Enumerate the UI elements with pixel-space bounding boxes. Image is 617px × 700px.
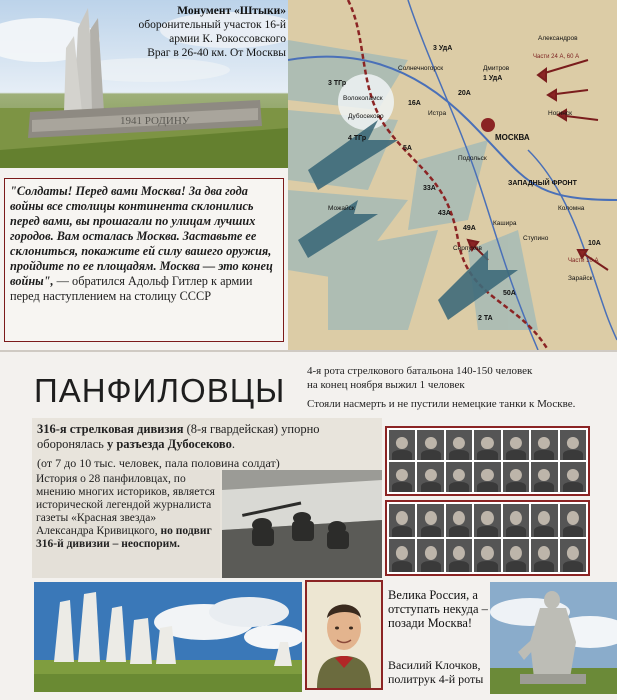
map-label-kolomna: Коломна [558, 205, 585, 212]
memorial-illustration [34, 582, 302, 692]
map-label-army-20: 20А [458, 90, 471, 97]
section-divider [0, 350, 617, 352]
portrait [474, 430, 500, 460]
map-label-army-4tgr: 4 ТГр [348, 135, 367, 142]
legend-bold: но подвиг 316-й дивизии – неоспорим. [36, 525, 212, 550]
division-losses: (от 7 до 10 тыс. человек, пала половина солдат) [37, 456, 280, 470]
panfilov-portraits-grid-1 [385, 426, 590, 496]
monument-caption [98, 4, 286, 60]
division-period: . [231, 437, 235, 451]
legend-text [36, 473, 216, 551]
portrait [474, 539, 500, 572]
map-label-solnechnogorsk: Солнечногорск [398, 65, 444, 72]
map-label-army-49: 49А [463, 225, 476, 232]
portrait [531, 504, 557, 537]
map-label-army-2ta: 2 ТА [478, 315, 493, 322]
russia-quote: Велика Россия, а отступать некуда – позади Москва! [388, 588, 488, 630]
portrait [503, 430, 529, 460]
portrait [446, 539, 472, 572]
monument-caption-line3: Враг в 26-40 км. От Москвы [147, 47, 286, 59]
portrait [560, 504, 586, 537]
map-label-army-5: 5А [403, 145, 412, 152]
map-label-istra: Истра [428, 110, 447, 117]
portrait [446, 504, 472, 537]
map-label-army-50: 50А [503, 290, 516, 297]
map-label-army-10: 10А [588, 240, 601, 247]
quote-text: "Солдаты! Перед вами Москва! За два года войны все столицы континента склонились перед вами, вы прошагали по улицам лучших городов. Вам осталась Москва. Заставьте ее склониться, покажите ей силу вашего оружия, пройдите по ее площадям. Москва — это конец войны", [10, 184, 273, 288]
map-label-mozhaysk: Можайск [328, 205, 355, 212]
panfilov-portraits-grid-2 [385, 500, 590, 576]
klochkov-caption [388, 658, 500, 686]
portrait [417, 430, 443, 460]
trench-soldiers-photo [222, 470, 382, 578]
monument-title: Монумент «Штыки» [177, 5, 286, 17]
division-name: 316-я стрелковая дивизия [37, 422, 184, 436]
portrait [417, 504, 443, 537]
klochkov-portrait [305, 580, 383, 690]
fact-stood-firm: Стояли насмерть и не пустили немецкие танки к Москве. [307, 398, 576, 410]
trench-illustration [222, 470, 382, 578]
portrait [446, 430, 472, 460]
portrait [560, 539, 586, 572]
map-label-kashira: Кашира [493, 220, 517, 227]
portrait [389, 430, 415, 460]
map-label-podolsk: Подольск [458, 155, 487, 162]
map-label-army-33: 33А [423, 185, 436, 192]
quote-attribution: — обратился Адольф Гитлер к армии перед наступлением на столицу СССР [10, 274, 253, 303]
company-facts [307, 365, 612, 412]
panfilov-memorial-photo [34, 582, 302, 692]
monument-inscription: 1941 РОДИНУ [120, 115, 190, 127]
fact-company-size: 4-я рота стрелкового батальона 140-150 человек [307, 365, 533, 377]
division-guards: (8-я гвардейская) упорно [183, 422, 320, 436]
portrait [503, 462, 529, 492]
map-label-reserve: Части 24 А, 60 А [533, 54, 580, 60]
portrait [389, 462, 415, 492]
portrait [531, 462, 557, 492]
portrait [446, 462, 472, 492]
portrait [531, 430, 557, 460]
map-label-army-3ud: 3 УдА [433, 45, 453, 52]
map-label-army-1ud: 1 УдА [483, 75, 503, 82]
monument-caption-line2: армии К. Рокоссовского [169, 33, 286, 45]
division-location: у разъезда Дубосеково [106, 437, 232, 451]
map-label-moscow: МОСКВА [495, 133, 530, 142]
map-label-zaraysk: Зарайск [568, 275, 593, 282]
division-defended: оборонялась [37, 437, 107, 451]
monument-caption-line1: оборонительный участок 16-й [138, 19, 286, 31]
map-label-army-3tgr: 3 ТГр [328, 80, 347, 87]
portrait [531, 539, 557, 572]
fact-survivors: на конец ноября выжил 1 человек [307, 378, 465, 391]
map-label-dubosekovo: Дубосеково [348, 113, 384, 120]
portrait [389, 539, 415, 572]
map-label-western-front: ЗАПАДНЫЙ ФРОНТ [508, 180, 577, 187]
map-label-serpukhov: Серпухов [453, 245, 482, 252]
map-label-reserve2: Части 10 А [568, 258, 599, 264]
portrait [503, 539, 529, 572]
map-label-volokolamsk: Волоколамск [343, 95, 383, 102]
map-label-dmitrov: Дмитров [483, 65, 510, 72]
portrait [474, 462, 500, 492]
map-label-stupino: Ступино [523, 235, 549, 242]
klochkov-role: политрук 4-й роты [388, 672, 484, 686]
portrait [417, 462, 443, 492]
map-illustration [288, 0, 617, 350]
map-label-army-43: 43А [438, 210, 451, 217]
map-label-aleksandrov: Александров [538, 35, 578, 42]
panfilovtsy-title: ПАНФИЛОВЦЫ [34, 372, 286, 409]
legend-plain: История о 28 панфиловцах, по мнению многих историков, является исторической легендой журналиста газеты «Красная звезда» Александра Кривицкого, [36, 473, 215, 537]
klochkov-name: Василий Клочков, [388, 658, 481, 672]
portrait [560, 462, 586, 492]
portrait [389, 504, 415, 537]
statue-illustration [490, 582, 617, 694]
map-label-noginsk: Ногинск [548, 110, 572, 117]
battle-of-moscow-map [288, 0, 617, 350]
soldier-statue-photo [490, 582, 617, 694]
hitler-quote [10, 184, 280, 304]
klochkov-illustration [307, 582, 381, 688]
portrait [560, 430, 586, 460]
portrait [503, 504, 529, 537]
division-text [37, 422, 377, 452]
map-label-army-16: 16А [408, 100, 421, 107]
portrait [417, 539, 443, 572]
portrait [474, 504, 500, 537]
